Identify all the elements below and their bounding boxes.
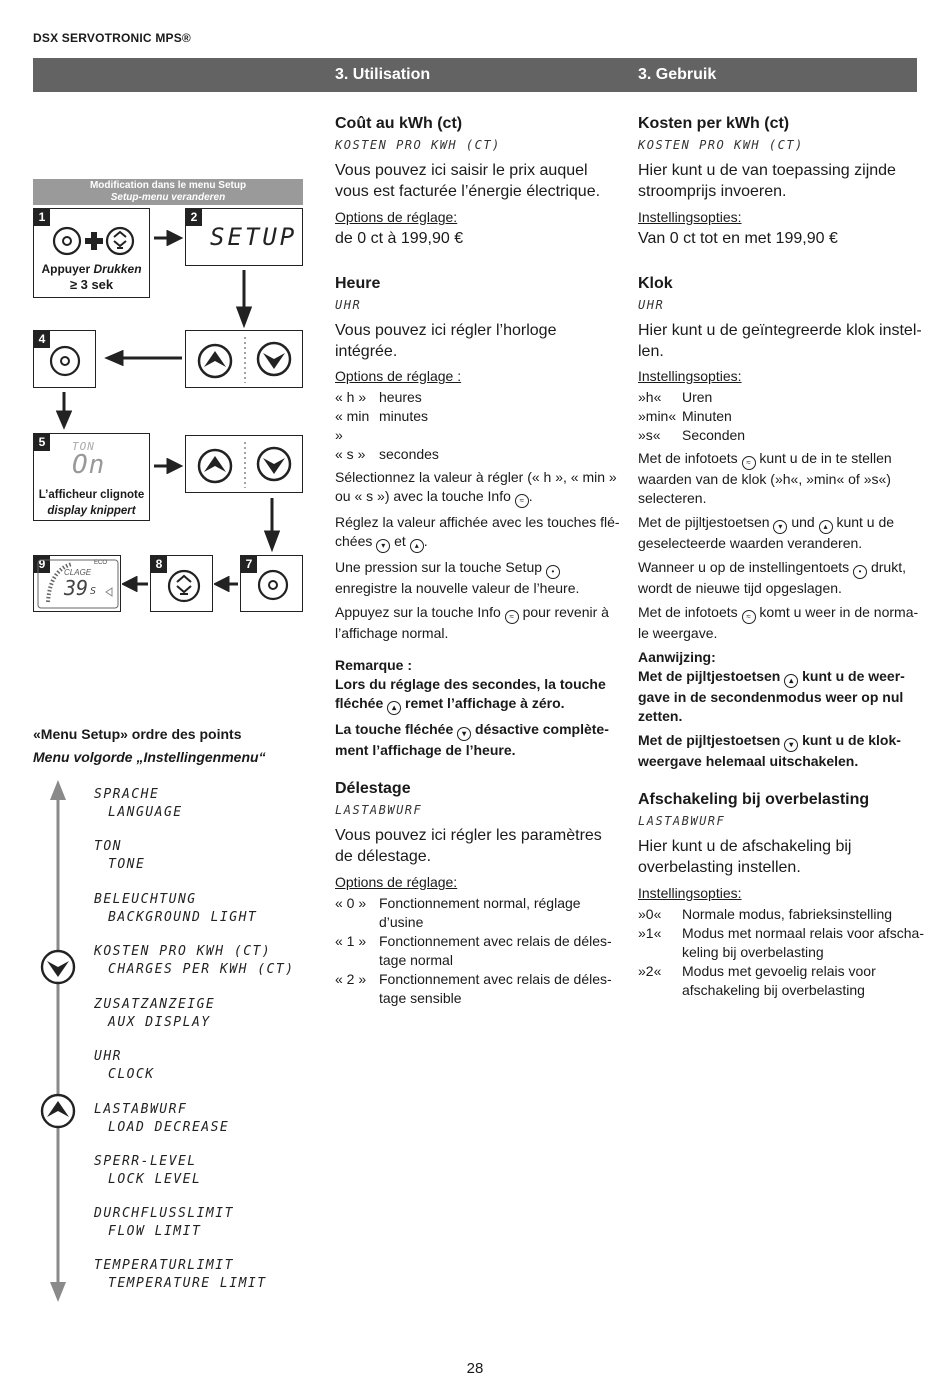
up-down-icon	[186, 436, 304, 494]
step-number: 8	[151, 556, 167, 573]
heading-clock: Heure	[335, 275, 381, 292]
load-options-label: Options de réglage:	[335, 874, 458, 890]
setup-icon: •	[853, 565, 867, 579]
load-options-label: Instellingsopties:	[638, 885, 742, 901]
info-icon: ≈	[742, 456, 756, 470]
info-icon: ≈	[505, 610, 519, 624]
setup-display: SETUP	[210, 223, 298, 251]
menu-scroll-arrow-icon	[40, 778, 76, 1304]
cost-intro: Vous pouvez ici saisir le prix auquel vous est facturée l’énergie électrique.	[335, 162, 601, 200]
load-option: « 0 » Fonctionnement normal, réglage d’usine	[335, 895, 581, 930]
heading-load: Afschakeling bij overbelasting	[638, 791, 870, 808]
step-number: 2	[186, 209, 202, 226]
arrow-down-icon	[56, 390, 72, 430]
lcd-label-load: LASTABWURF	[335, 803, 423, 817]
column-nl	[638, 114, 924, 1000]
menu-item-flow-limit: DURCHFLUSSLIMIT FLOW LIMIT	[94, 1206, 234, 1239]
remark-1: Lors du réglage des secondes, la touche fléchée ▴ remet l’affichage à zéro.	[335, 675, 621, 715]
step-7-box	[240, 555, 303, 612]
column-fr	[335, 114, 621, 1008]
step-2-box	[185, 208, 303, 266]
load-intro: Vous pouvez ici régler les paramètres de délestage.	[335, 827, 602, 865]
lcd-label-clock: UHR	[638, 298, 665, 312]
clock-instruction-3: Une pression sur la touche Setup • enregistre la nouvelle valeur de l’heure.	[335, 559, 580, 596]
menu-item-charges: KOSTEN PRO KWH (CT) CHARGES PER KWH (CT)	[94, 944, 295, 977]
document-title: DSX SERVOTRONIC MPS®	[33, 31, 191, 45]
menu-item-lock-level: SPERR-LEVEL LOCK LEVEL	[94, 1154, 202, 1187]
load-option: »2« Modus met gevoelig relais voor afschakeling bij overbelasting	[638, 963, 876, 998]
clock-option: « h » heures	[335, 389, 422, 405]
up-arrow-icon: ▴	[387, 701, 401, 715]
arrow-down-icon	[236, 268, 252, 328]
menu-item-load-decrease: LASTABWURF LOAD DECREASE	[94, 1102, 230, 1135]
eco-label: ECO	[94, 560, 108, 566]
section-title-nl: 3. Gebruik	[638, 66, 717, 83]
lcd-label-cost: KOSTEN PRO KWH (CT)	[638, 138, 804, 152]
step-number: 9	[34, 556, 50, 573]
clock-instruction-2: Réglez la valeur affichée avec les touches fléchées ▾ et ▴ .	[335, 513, 621, 553]
setup-plus-info-icon	[34, 217, 151, 267]
arrow-left-icon	[104, 350, 184, 366]
step-8-box	[150, 555, 213, 612]
clock-option: « s » secondes	[335, 446, 439, 462]
menu-order-title-fr: «Menu Setup» ordre des points	[33, 726, 242, 742]
tone-display-label: TON	[72, 440, 95, 453]
load-option: « 1 » Fonctionnement avec relais de délestage normal	[335, 933, 612, 968]
arrow-right-icon	[152, 230, 184, 246]
step-5-label: L’afficheur clignote display knippert	[38, 489, 145, 517]
step-number: 4	[34, 331, 50, 348]
cost-intro: Hier kunt u de van toepassing zijnde stroomprijs invoeren.	[638, 162, 896, 200]
clock-options-label: Instellingsopties:	[638, 368, 742, 384]
lcd-label-cost: KOSTEN PRO KWH (CT)	[335, 138, 501, 152]
up-arrow-icon: ▴	[819, 520, 833, 534]
up-arrow-icon: ▴	[410, 539, 424, 553]
heading-clock: Klok	[638, 275, 673, 292]
clock-instruction-2: Met de pijltjestoetsen ▾ und ▴ kunt u de geselecteerde waarden veranderen.	[638, 514, 895, 551]
heading-cost: Kosten per kWh (ct)	[638, 115, 790, 132]
clock-intro: Vous pouvez ici régler l’horloge intégrée.	[335, 322, 557, 360]
diagram-header-fr: Modification dans le menu Setup	[89, 180, 247, 191]
step-9-box	[33, 555, 121, 612]
setup-icon: •	[546, 565, 560, 579]
clock-instruction-4: Met de infotoets ≈ komt u weer in de normale weergave.	[638, 604, 919, 641]
lcd-label-clock: UHR	[335, 298, 362, 312]
heading-cost: Coût au kWh (ct)	[335, 115, 463, 132]
clock-options-label: Options de réglage :	[335, 368, 462, 384]
diagram-header-nl: Setup-menu veranderen	[110, 192, 226, 203]
clock-option: « min » minutes	[335, 408, 429, 443]
step-number: 7	[241, 556, 257, 573]
down-arrow-icon: ▾	[773, 520, 787, 534]
cost-options-label: Instellingsopties:	[638, 209, 742, 225]
arrow-right-icon	[152, 458, 184, 474]
clock-instruction-1: Met de infotoets ≈ kunt u de in te stellen waarden van de klok (»h«, »min« of »s«) selecteren.	[638, 450, 892, 506]
clock-intro: Hier kunt u de geïntegreerde klok instellen.	[638, 322, 922, 360]
step-1-label: Appuyer Drukken ≥ 3 sek	[41, 262, 142, 292]
info-icon: ≈	[515, 494, 529, 508]
clock-option: »min« Minuten	[638, 408, 732, 424]
up-down-keys-box	[185, 435, 303, 493]
down-arrow-icon: ▾	[784, 738, 798, 752]
cost-range: de 0 ct à 199,90 €	[335, 230, 464, 247]
step-4-box	[33, 330, 96, 388]
clock-instruction-1: Sélectionnez la valeur à régler (« h », « min » ou « s ») avec la touche Info ≈ .	[335, 468, 621, 508]
menu-order-title-nl: Menu volgorde „Instellingenmenu“	[33, 749, 266, 765]
up-arrow-icon: ▴	[784, 674, 798, 688]
remark-2: La touche fléchée ▾ désactive complètement l’affichage de l’heure.	[335, 721, 609, 758]
remark-2: Met de pijltjestoetsen ▾ kunt u de klokweergave helemaal uitschakelen.	[638, 732, 901, 769]
clock-option: »s« Seconden	[638, 427, 746, 443]
brand-label: CLAGE	[64, 568, 92, 577]
menu-item-background-light: BELEUCHTUNG BACKGROUND LIGHT	[94, 892, 258, 925]
step-number: 5	[34, 434, 50, 451]
temperature-value: 39	[64, 576, 89, 600]
menu-item-tone: TON TONE	[94, 839, 146, 872]
step-number: 1	[34, 209, 50, 226]
load-option: »0« Normale modus, fabrieksinstelling	[638, 906, 893, 922]
tone-display-value: On	[72, 450, 106, 480]
down-arrow-icon: ▾	[457, 727, 471, 741]
page-number: 28	[466, 1360, 484, 1377]
heading-load: Délestage	[335, 780, 411, 797]
down-arrow-icon: ▾	[376, 539, 390, 553]
clock-option: »h« Uren	[638, 389, 713, 405]
diagram-header	[33, 179, 303, 205]
up-down-keys-box	[185, 330, 303, 388]
cost-range: Van 0 ct tot en met 199,90 €	[638, 230, 838, 247]
step-1-box	[33, 208, 150, 298]
temperature-unit: S	[90, 586, 97, 597]
load-option: « 2 » Fonctionnement avec relais de délestage sensible	[335, 971, 612, 1006]
menu-item-clock: UHR CLOCK	[94, 1049, 155, 1082]
arrow-left-icon	[122, 576, 150, 592]
section-band	[33, 58, 917, 92]
cost-options-label: Options de réglage:	[335, 209, 458, 225]
clock-instruction-3: Wanneer u op de instellingentoets • drukt, wordt de nieuwe tijd opgeslagen.	[638, 559, 906, 596]
load-intro: Hier kunt u de afschakeling bij overbelasting instellen.	[638, 838, 852, 876]
menu-item-temperature-limit: TEMPERATURLIMIT TEMPERATURE LIMIT	[94, 1258, 267, 1291]
lcd-label-load: LASTABWURF	[638, 814, 726, 828]
remark-heading: Aanwijzing:	[638, 649, 716, 665]
up-down-icon	[186, 331, 304, 389]
clock-instruction-4: Appuyez sur la touche Info ≈ pour revenir à l’affichage normal.	[335, 604, 609, 641]
arrow-left-icon	[214, 576, 240, 592]
menu-item-aux-display: ZUSATZANZEIGE AUX DISPLAY	[94, 997, 216, 1030]
load-option: »1« Modus met normaal relais voor afschakeling bij overbelasting	[638, 925, 924, 960]
arrow-down-icon	[264, 496, 280, 552]
remark-1: Met de pijltjestoetsen ▴ kunt u de weergave in de secondenmodus weer op nul zetten.	[638, 668, 905, 724]
remark-heading: Remarque :	[335, 657, 413, 673]
menu-item-language: SPRACHE LANGUAGE	[94, 787, 183, 820]
info-icon: ≈	[742, 610, 756, 624]
step-5-box	[33, 433, 150, 521]
section-title-fr: 3. Utilisation	[335, 66, 431, 83]
